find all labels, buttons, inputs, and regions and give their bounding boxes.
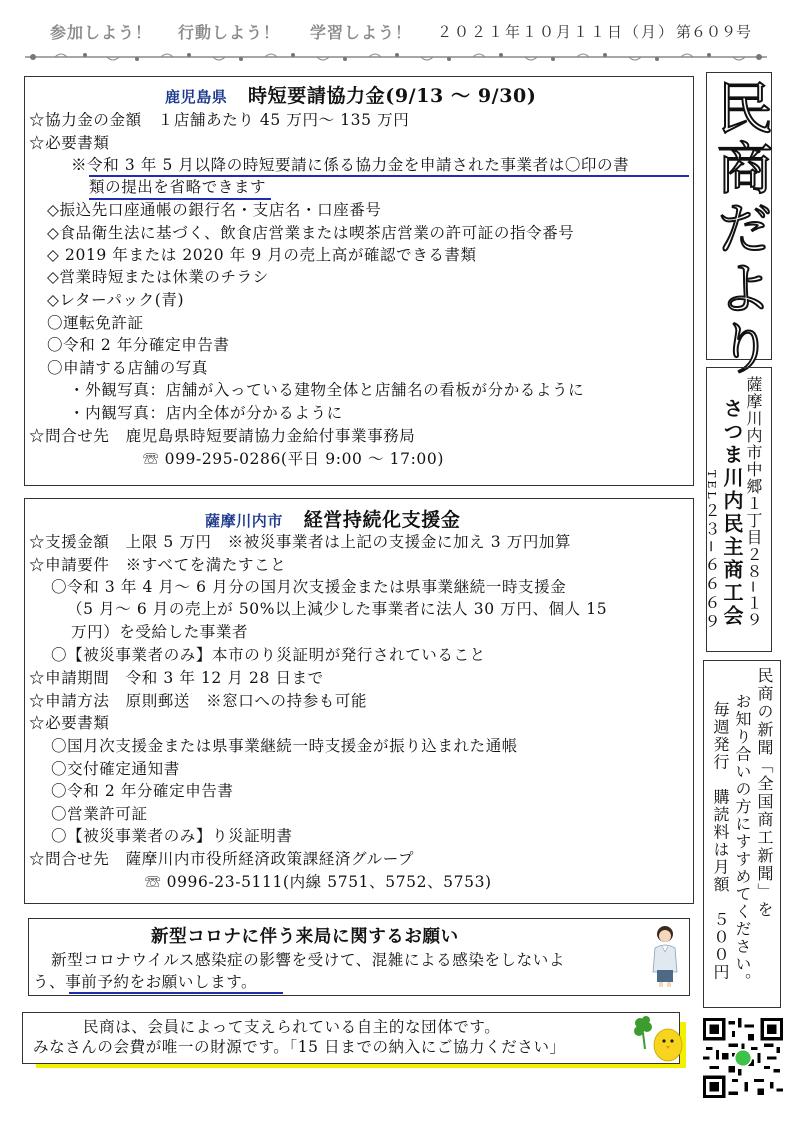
slogan-learn: 学習しよう！ [310, 23, 413, 42]
kagoshima-doc-tax-return: 〇令和 2 年分確定申告書 [47, 336, 230, 354]
kagoshima-photo-exterior: ・外観写真：店舗が入っている建物全体と店舗名の看板が分かるように [69, 381, 585, 399]
satsuma-doc-tax-return: 〇令和 2 年分確定申告書 [51, 782, 234, 800]
kagoshima-note-line2: 類の提出を省略できます [89, 178, 267, 196]
kagoshima-doc-bank: ◇振込先口座通帳の銀行名・支店名・口座番号 [47, 201, 382, 219]
tel-label: TEL [705, 470, 718, 502]
address-street: 薩摩川内市中郷１丁目２８−１９ [744, 376, 763, 629]
slogan-join: 参加しよう！ [50, 23, 153, 42]
kagoshima-contact: ☆問合せ先 鹿児島県時短要請協力金給付事業事務局 [29, 427, 416, 445]
corona-text-line2: う、事前予約をお願いします。 [33, 973, 258, 991]
issue-date: ２０２１年１０月１１日（月） [437, 23, 676, 41]
satsuma-req-1-line2: （5 月〜 6 月の売上が 50%以上減少した事業者に法人 30 万円、個人 15 [67, 600, 608, 618]
satsuma-doc-disaster: 〇【被災事業者のみ】り災証明書 [51, 827, 293, 845]
kagoshima-title: 時短要請協力金(9/13 〜 9/30) [248, 85, 537, 107]
satsuma-required-docs: ☆必要書類 [29, 714, 110, 732]
promo-line2: お知り合いの方にすすめてください。 [733, 693, 752, 991]
kagoshima-subsidy-box [24, 76, 694, 486]
promo-line1: 民商の新聞「全国商工新聞」を [755, 667, 774, 919]
satsuma-doc-notice: 〇交付確定通知書 [51, 760, 180, 778]
satsuma-requirements: ☆申請要件 ※すべてを満たすこと [29, 556, 287, 574]
satsuma-org: 薩摩川内市 [205, 512, 284, 530]
slogan-act: 行動しよう！ [178, 23, 281, 42]
promo-line3: 毎週発行 購読料は月額 ５００円 [711, 701, 730, 981]
kagoshima-doc-permit: ◇食品衛生法に基づく、飲食店営業または喫茶店営業の許可証の指令番号 [47, 224, 575, 242]
issue-number: 第６０９号 [676, 23, 752, 41]
satsuma-amount: ☆支援金額 上限 5 万円 ※被災事業者は上記の支援金に加え 3 万円加算 [29, 533, 572, 551]
address-box [702, 367, 772, 652]
kagoshima-org: 鹿児島県 [165, 88, 228, 106]
satsuma-doc-permit: 〇営業許可証 [51, 805, 148, 823]
satsuma-contact: ☆問合せ先 薩摩川内市役所経済政策課経済グループ [29, 850, 415, 868]
satsuma-period: ☆申請期間 令和 3 年 12 月 28 日まで [29, 669, 324, 687]
satsuma-subsidy-box [24, 498, 694, 904]
masthead-title: 民商だより [708, 79, 773, 379]
kagoshima-required-docs: ☆必要書類 [29, 134, 110, 152]
masthead-box [706, 72, 773, 379]
kagoshima-photo-interior: ・内観写真：店内全体が分かるように [69, 404, 343, 422]
decorative-vine-divider [25, 50, 767, 64]
org-phone [700, 470, 723, 632]
satsuma-req-1-line3: 万円）を受給した事業者 [71, 623, 249, 641]
satsuma-doc-passbook: 〇国月次支援金または県事業継続一時支援金が振り込まれた通帳 [51, 737, 518, 755]
qr-code [703, 1018, 783, 1098]
kagoshima-phone: ☏ 099-295-0286(平日 9:00 〜 17:00) [143, 450, 444, 468]
corona-text-line1: 新型コロナウイルス感染症の影響を受けて、混雑による感染をしないよ [51, 951, 565, 969]
corona-notice-box [28, 918, 690, 996]
newspaper-promo-box [703, 660, 781, 1008]
kagoshima-doc-license: 〇運転免許証 [47, 314, 144, 332]
kagoshima-doc-flyer: ◇営業時短または休業のチラシ [47, 268, 269, 286]
footer-line1: 民商は、会員によって支えられている自主的な団体です。 [83, 1018, 501, 1036]
tel-number: ２３−６６６９ [702, 501, 721, 633]
footer-line2: みなさんの会費が唯一の財源です。｢15 日までの納入にご協力ください｣ [33, 1038, 558, 1056]
chick-mascot-illustration [630, 1015, 686, 1065]
satsuma-method: ☆申請方法 原則郵送 ※窓口への持参も可能 [29, 692, 368, 710]
corona-title: 新型コロナに伴う来局に関するお願い [151, 927, 459, 947]
kagoshima-doc-letterpack: ◇レターパック(青) [47, 291, 185, 309]
staff-woman-illustration [648, 924, 682, 988]
satsuma-req-1-line1: 〇令和 3 年 4 月〜 6 月分の国月次支援金または県事業継続一時支援金 [51, 578, 567, 596]
reservation-underline [69, 992, 283, 994]
kagoshima-amount: ☆協力金の金額 １店舗あたり 45 万円〜 135 万円 [29, 111, 410, 129]
satsuma-phone: ☏ 0996-23-5111(内線 5751、5752、5753) [145, 873, 492, 891]
satsuma-req-2: 〇【被災事業者のみ】本市のり災証明が発行されていること [51, 646, 486, 664]
newsletter-header [0, 0, 794, 62]
footer-message-box [22, 1012, 680, 1064]
kagoshima-doc-photos: 〇申請する店舗の写真 [47, 359, 209, 377]
kagoshima-note-line1: ※令和 3 年 5 月以降の時短要請に係る協力金を申請された事業者は〇印の書 [71, 156, 630, 174]
satsuma-heading [205, 507, 460, 534]
kagoshima-doc-sales: ◇ 2019 年または 2020 年 9 月の売上高が確認できる書類 [47, 246, 477, 264]
satsuma-title: 経営持続化支援金 [303, 509, 461, 531]
kagoshima-heading [165, 83, 536, 110]
org-name: さつま川内民主商工会 [720, 398, 744, 628]
